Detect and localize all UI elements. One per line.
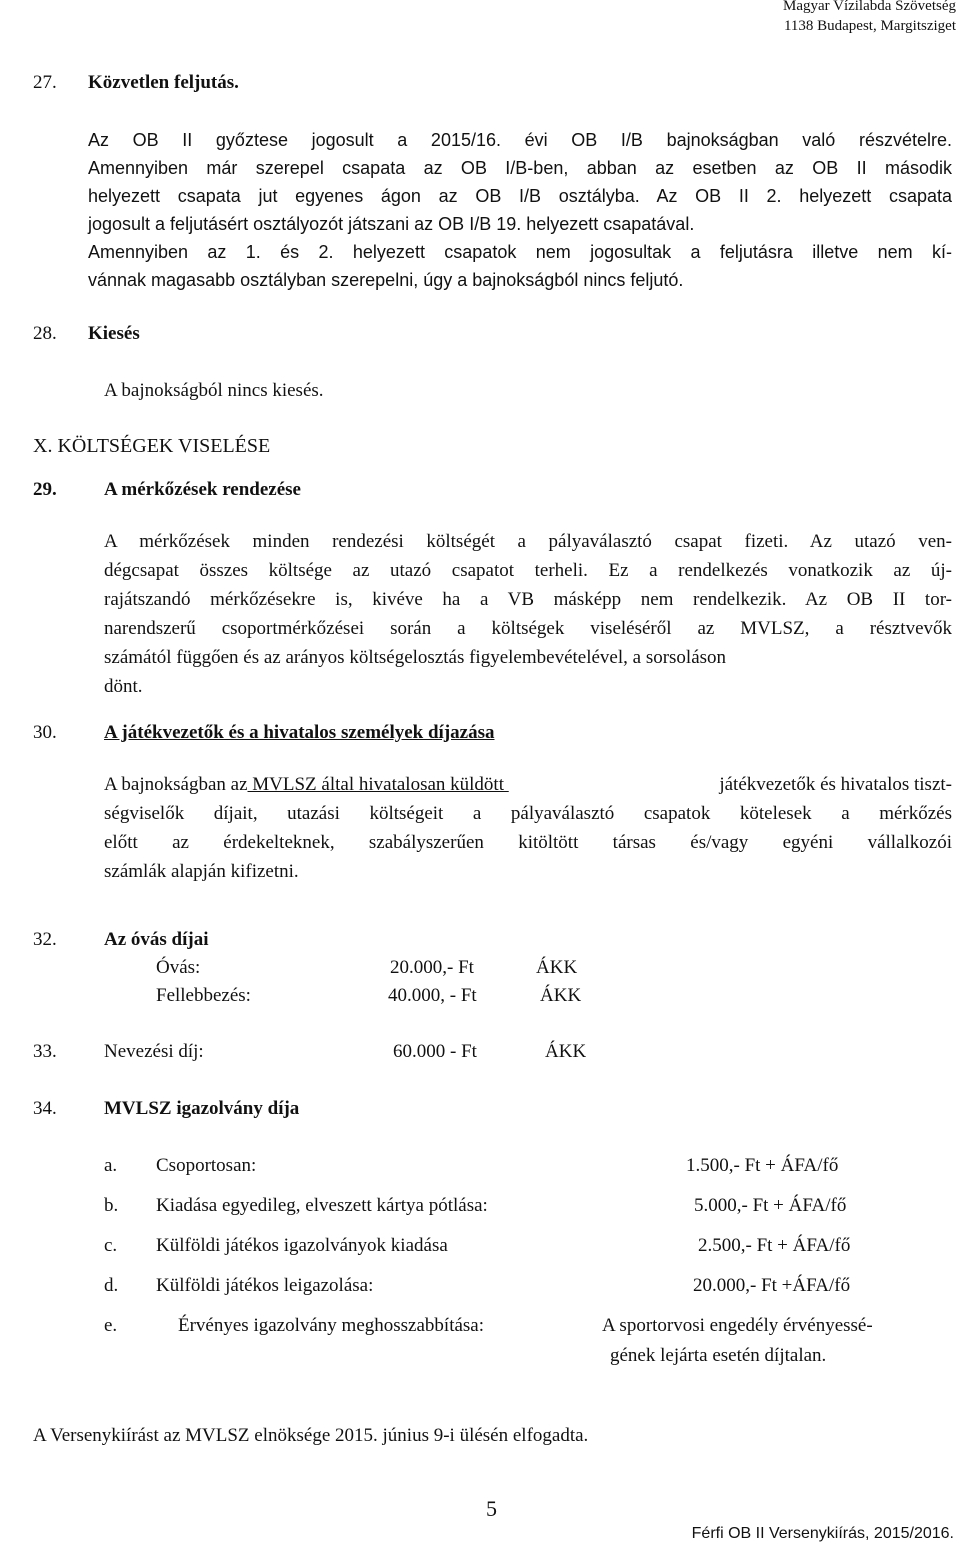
section-30-line-post: játékvezetők és hivatalos tiszt- [719,774,952,795]
id-fee-letter: a. [104,1155,118,1176]
section-32-title: Az óvás díjai [104,929,209,950]
id-fee-label: Kiadása egyedileg, elveszett kártya pótlása: [156,1195,488,1216]
id-fee-amount-cont: gének lejárta esetén díjtalan. [610,1345,827,1366]
section-33-tax: ÁKK [545,1041,587,1062]
section-33-amount: 60.000 - Ft [393,1041,477,1062]
id-fee-label: Külföldi játékos leigazolása: [156,1275,374,1296]
id-fee-label: Csoportosan: [156,1155,257,1176]
chapter-title: X. KÖLTSÉGEK VISELÉSE [33,435,271,457]
section-30-line-first [104,774,952,796]
section-29-line: dégcsapat összes költsége az utazó csapatot terheli. Ez a rendelkezés vonatkozik az új- [104,560,952,581]
section-30-underlined-phrase: MVLSZ által hivatalosan küldött [247,774,509,795]
fee-row-label: Óvás: [156,957,201,978]
id-fee-amount: 5.000,- Ft + ÁFA/fő [694,1195,847,1216]
section-30-line: ségviselők díjait, utazási költségeit a pályaválasztó csapatok kötelesek a mérkőzés [104,803,952,824]
section-33-label: Nevezési díj: [104,1041,204,1062]
page-number: 5 [486,1496,497,1521]
section-29-line: A mérkőzések minden rendezési költségét a pályaválasztó csapat fizeti. Az utazó ven- [104,531,952,552]
id-fee-letter: e. [104,1315,118,1336]
section-27-line: helyezett csapata jut egyenes ágon az OB I/B osztályba. Az OB II 2. helyezett csapata [88,186,952,206]
fee-row-tax: ÁKK [536,957,578,978]
section-27-line: jogosult a feljutásért osztályozót játszani az OB I/B 19. helyezett csapatával. [88,214,695,234]
section-27-line: vánnak magasabb osztályban szerepelni, úgy a bajnokságból nincs feljutó. [88,270,684,290]
section-29-number: 29. [33,479,57,500]
section-28-title: Kiesés [88,323,140,344]
section-33-number: 33. [33,1041,57,1062]
fee-row-tax: ÁKK [540,985,582,1006]
section-29-line: dönt. [104,676,143,697]
section-28-number: 28. [33,323,57,344]
section-30-line: számlák alapján kifizetni. [104,861,299,882]
section-30-title: A játékvezetők és a hivatalos személyek díjazása [104,722,495,743]
section-29-title: A mérkőzések rendezése [104,479,301,500]
id-fee-label: Külföldi játékos igazolványok kiadása [156,1235,448,1256]
section-27-line: Amennyiben az 1. és 2. helyezett csapatok nem jogosultak a feljutásra illetve nem kí- [88,242,952,262]
section-30-number: 30. [33,722,57,743]
id-fee-letter: d. [104,1275,119,1296]
id-fee-amount: 20.000,- Ft +ÁFA/fő [693,1275,851,1296]
section-27-title: Közvetlen feljutás. [88,72,239,93]
fee-row-amount: 40.000, - Ft [388,985,477,1006]
fee-row-label: Fellebbezés: [156,985,251,1006]
section-34-number: 34. [33,1098,57,1119]
id-fee-amount: 2.500,- Ft + ÁFA/fő [698,1235,851,1256]
section-27-line: Amennyiben már szerepel csapata az OB I/B-ben, abban az esetben az OB II második [88,158,952,178]
id-fee-amount: A sportorvosi engedély érvényessé- [602,1315,873,1336]
id-fee-letter: c. [104,1235,118,1256]
fee-row-amount: 20.000,- Ft [390,957,474,978]
footer-document-title: Férfi OB II Versenykiírás, 2015/2016. [691,1525,954,1542]
header-address: 1138 Budapest, Margitsziget [783,18,956,34]
id-fee-label: Érvényes igazolvány meghosszabbítása: [178,1315,485,1336]
section-30-line-pre: A bajnokságban az [104,774,248,795]
header-org: Magyar Vízilabda Szövetség [782,0,956,14]
id-fee-amount: 1.500,- Ft + ÁFA/fő [686,1155,839,1176]
section-27-line: Az OB II győztese jogosult a 2015/16. évi OB I/B bajnokságban való részvételre. [88,130,952,150]
section-29-line: számától függően és az arányos költségelosztás figyelembevételével, a sorsoláson [104,647,727,668]
section-32-number: 32. [33,929,57,950]
section-30-line: előtt az érdekelteknek, szabályszerűen kitöltött társas és/vagy egyéni vállalkozói [104,832,952,853]
section-28-text: A bajnokságból nincs kiesés. [104,380,324,401]
section-34-title: MVLSZ igazolvány díja [104,1098,300,1119]
section-27-number: 27. [33,72,57,93]
approval-statement: A Versenykiírást az MVLSZ elnöksége 2015. június 9-i ülésén elfogadta. [33,1425,589,1446]
section-29-line: narendszerű csoportmérkőzései során a költségek viseléséről az MVLSZ, a résztvevők [104,618,952,639]
id-fee-letter: b. [104,1195,119,1216]
section-29-line: rajátszandó mérkőzésekre is, kivéve ha a VB másképp nem rendelkezik. Az OB II tor- [104,589,952,610]
